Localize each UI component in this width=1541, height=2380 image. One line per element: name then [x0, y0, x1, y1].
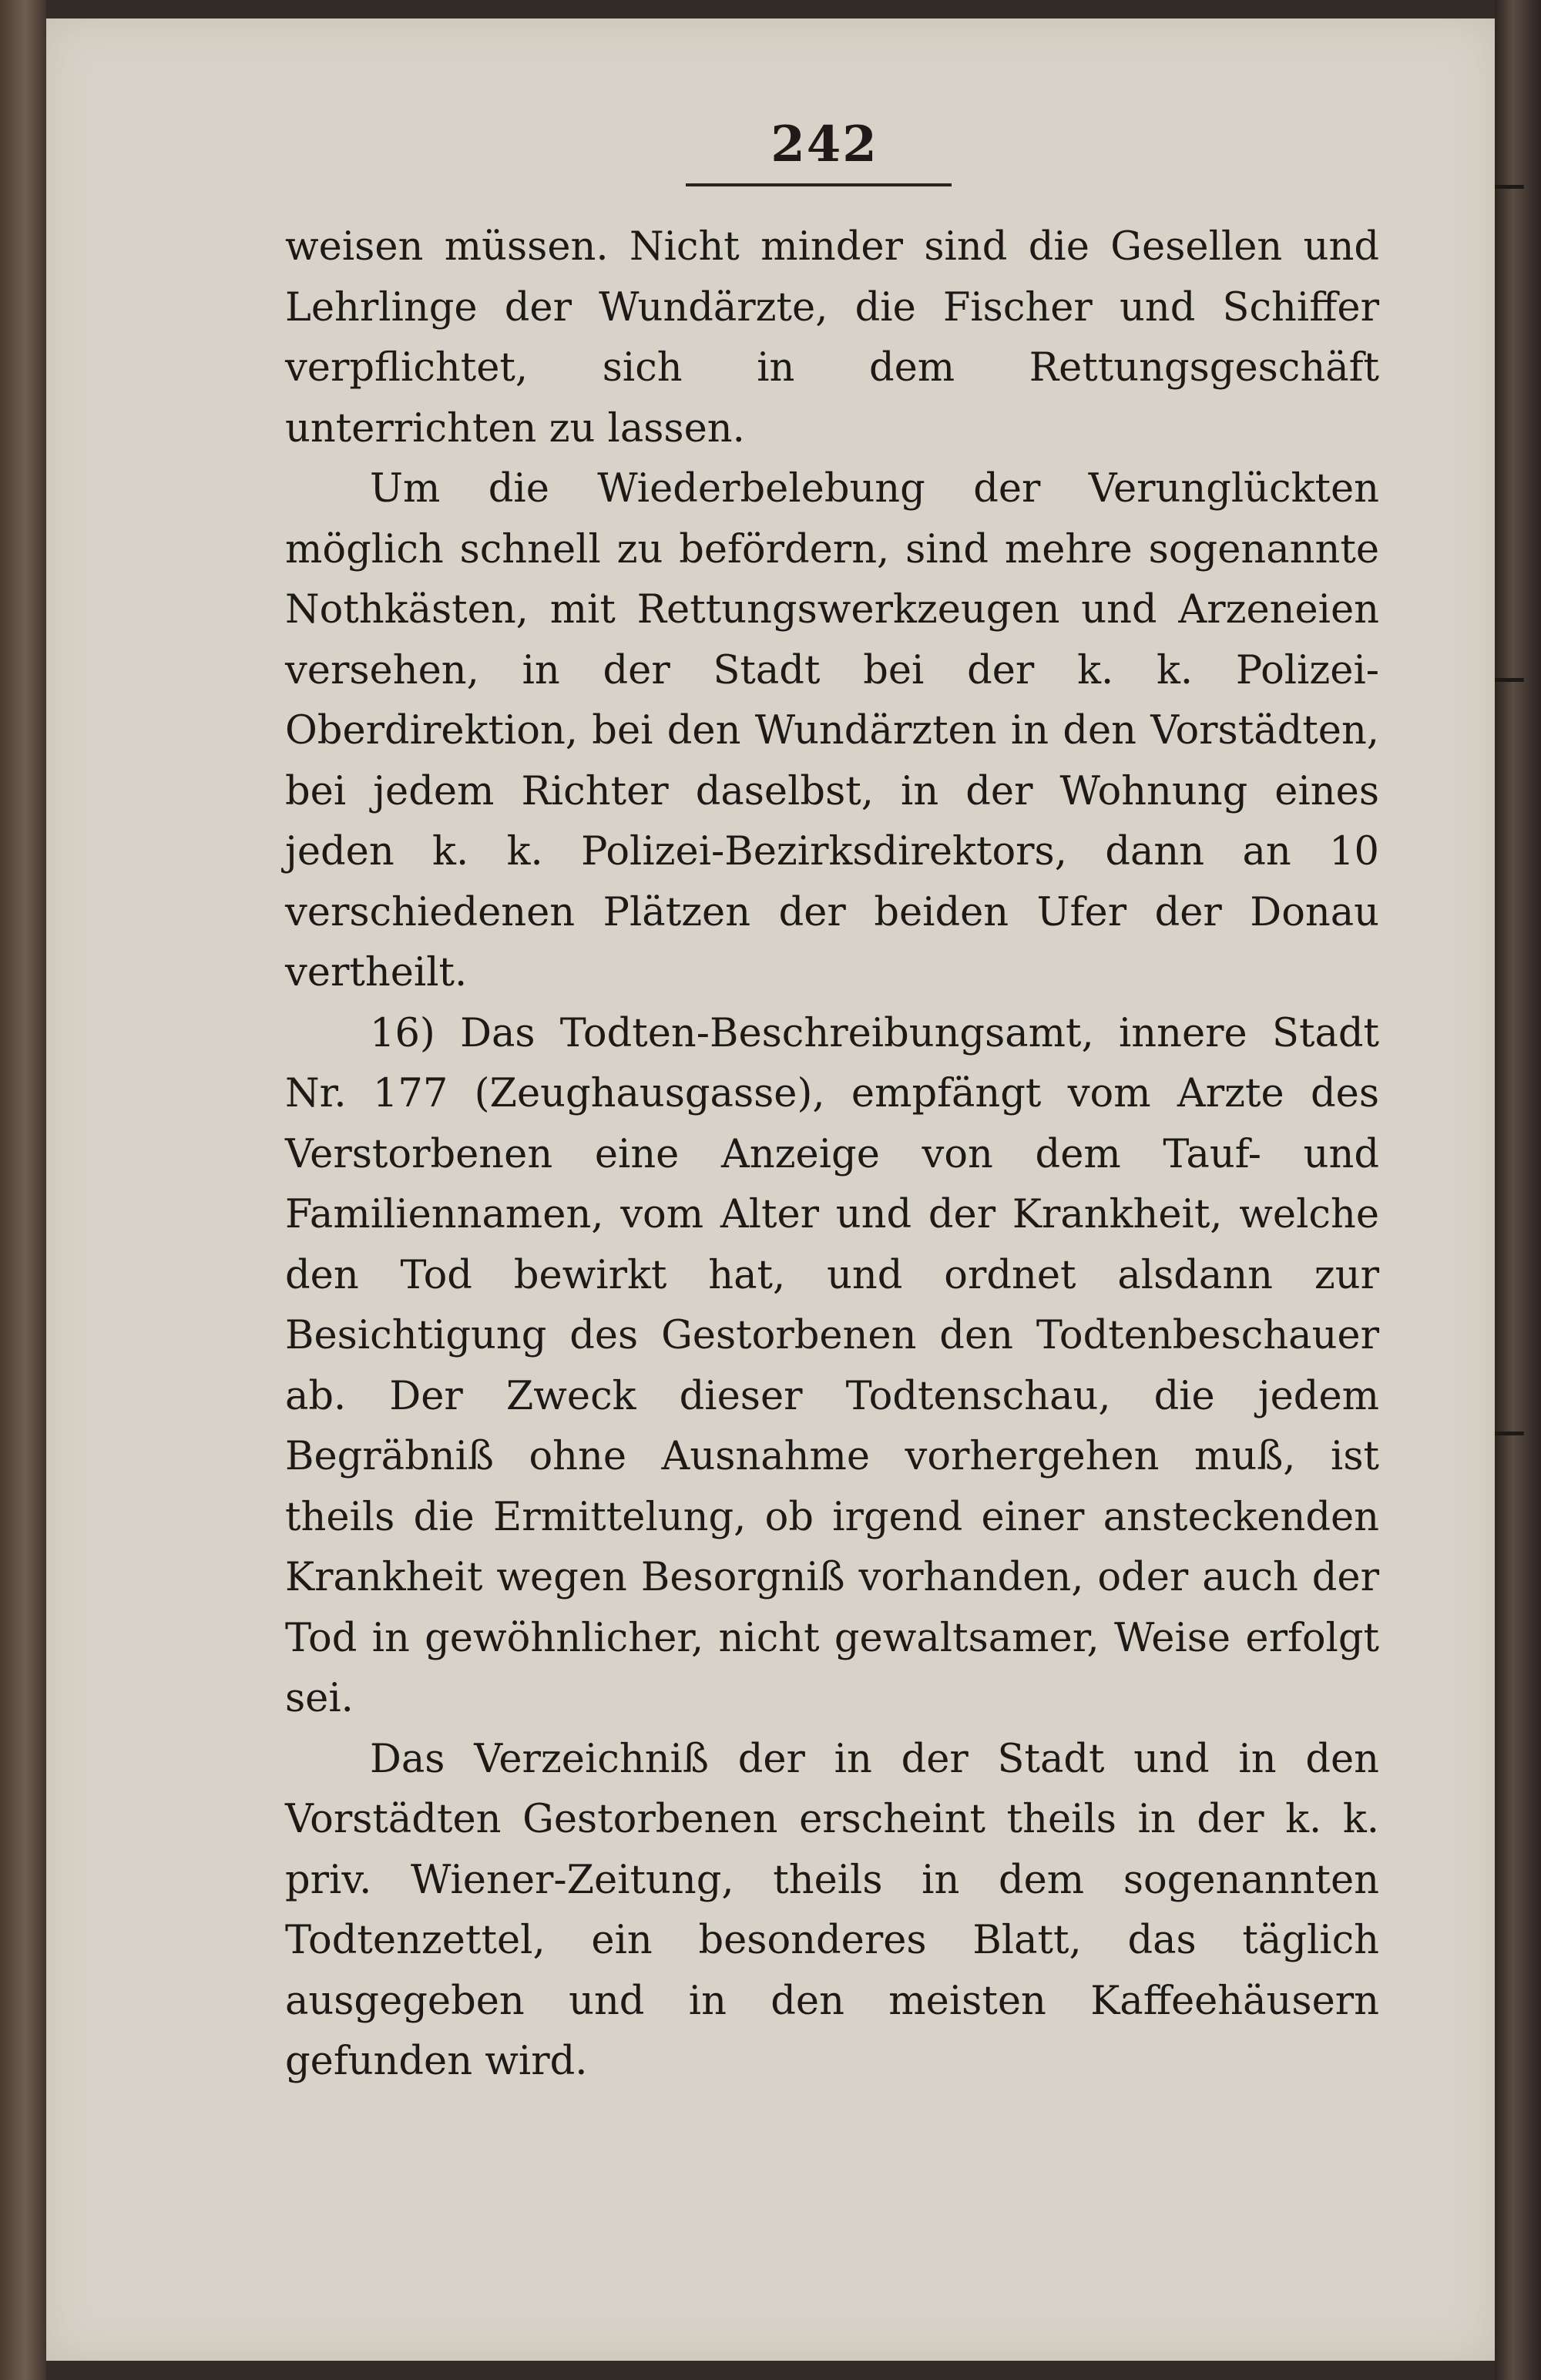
page-edge-mark [1495, 678, 1524, 682]
paragraph: Das Verzeichniß der in der Stadt und in den Vorstädten Gestorbenen erscheint theils in der k. k. priv. Wiener-Zeitung, theils in dem sogenannten Todtenzettel, ein besonderes Blatt, das täglich ausgegeben und in den meisten Kaffeehäusern gefunden wird. [285, 1736, 1379, 2084]
page-edge-mark [1495, 185, 1524, 189]
page-stack-edge [1495, 0, 1541, 2380]
body-text [285, 217, 1379, 2093]
paragraph: weisen müssen. Nicht minder sind die Gesellen und Lehrlinge der Wundärzte, die Fischer und Schiffer verpflichtet, sich in dem Rettungsgeschäft unterrichten zu lassen. [285, 224, 1379, 451]
page-edge-mark [1495, 1432, 1524, 1435]
book-binding-edge [0, 0, 46, 2380]
paragraph: Um die Wiederbelebung der Verunglückten möglich schnell zu befördern, sind mehre sogenannte Nothkästen, mit Rettungswerkzeugen und Arzeneien versehen, in der Stadt bei der k. k. Polizei-Oberdirektion, bei den Wundärzten in den Vorstädten, bei jedem Richter daselbst, in der Wohnung eines jeden k. k. Polizei-Bezirksdirektors, dann an 10 verschiedenen Plätzen der beiden Ufer der Donau vertheilt. [285, 466, 1379, 995]
header-rule [686, 183, 952, 186]
page-number: 242 [770, 116, 878, 173]
paragraph: 16) Das Todten-Beschreibungsamt, innere Stadt Nr. 177 (Zeughausgasse), empfängt vom Arzte des Verstorbenen eine Anzeige von dem Tauf- und Familiennamen, vom Alter und der Krankheit, welche den Tod bewirkt hat, und ordnet alsdann zur Besichtigung des Gestorbenen den Todtenbeschauer ab. Der Zweck dieser Todtenschau, die jedem Begräbniß ohne Ausnahme vorhergehen muß, ist theils die Ermittelung, ob irgend einer ansteckenden Krankheit wegen Besorgniß vorhanden, oder auch der Tod in gewöhnlicher, nicht gewaltsamer, Weise erfolgt sei. [285, 1010, 1379, 1721]
